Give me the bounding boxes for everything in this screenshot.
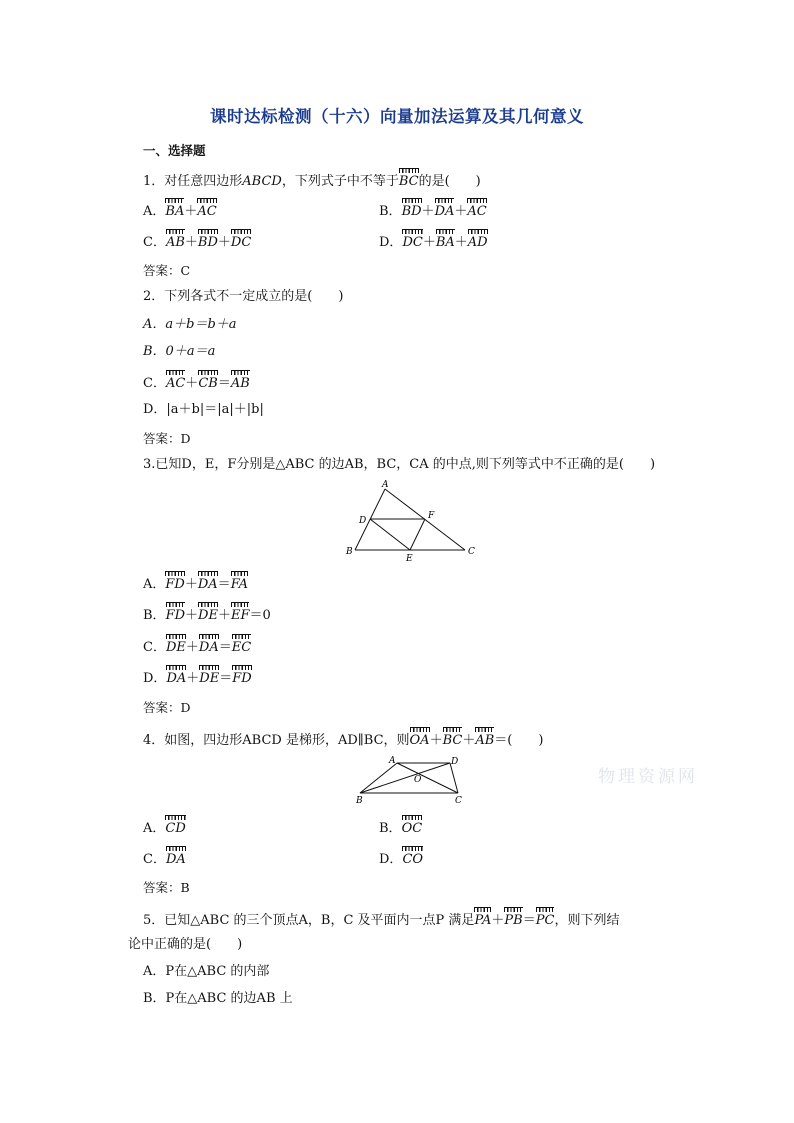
label-c: C [455, 796, 462, 806]
question-3-option-c: C．DE＋DA＝EC [143, 637, 251, 657]
section-heading: 一、选择题 [143, 143, 206, 158]
question-5-option-a: A．P在△ABC 的内部 [143, 964, 270, 979]
question-4-option-b: B．OC [379, 818, 422, 838]
question-4-option-c: C．DA [143, 849, 186, 869]
question-4-stem: 4．如图，四边形ABCD 是梯形，AD∥BC，则OA＋BC＋AB＝( ) [143, 730, 543, 750]
page-title: 课时达标检测（十六）向量加法运算及其几何意义 [210, 107, 584, 126]
question-2-option-a: A．a＋b＝b＋a [143, 317, 237, 332]
question-2-option-c: C．AC＋CB＝AB [143, 373, 250, 393]
edge-ab [360, 763, 397, 793]
trapezoid-figure [352, 753, 477, 808]
question-1-answer: 答案：C [143, 263, 191, 278]
label-a: A [389, 756, 396, 766]
question-1-option-a: A．BA＋AC [143, 201, 217, 221]
label-e: E [406, 554, 413, 564]
segment-ef [410, 519, 425, 550]
question-3-option-d: D．DA＋DE＝FD [143, 668, 252, 688]
question-2-answer: 答案：D [143, 431, 191, 446]
label-a: A [382, 480, 389, 490]
label-d: D [451, 757, 459, 767]
edge-dc [450, 763, 458, 793]
question-1-option-d: D．DC＋BA＋AD [379, 232, 488, 252]
label-b: B [356, 796, 363, 806]
question-3-stem: 3.已知D，E，F分别是△ABC 的边AB，BC，CA 的中点,则下列等式中不正确的是( ) [143, 457, 656, 472]
question-2-option-b: B．0＋a＝a [143, 344, 216, 359]
question-1-option-b: B．BD＋DA＋AC [379, 201, 487, 221]
question-4-answer: 答案：B [143, 880, 190, 895]
question-5-option-b: B．P在△ABC 的边AB 上 [143, 991, 293, 1006]
question-2-stem: 2．下列各式不一定成立的是( ) [143, 289, 344, 304]
question-2-option-d: D．|a＋b|＝|a|＋|b| [143, 402, 264, 417]
label-d: D [359, 516, 367, 526]
question-4-option-d: D．CO [379, 849, 423, 869]
question-3-option-a: A．FD＋DA＝FA [143, 574, 248, 594]
triangle-midpoints-figure [340, 478, 490, 566]
question-3-answer: 答案：D [143, 700, 191, 715]
segment-de [370, 519, 410, 550]
label-b: B [346, 547, 353, 557]
diagonal-bd [360, 763, 450, 793]
question-1-option-c: C．AB＋BD＋DC [143, 232, 251, 252]
label-o: O [414, 775, 422, 785]
question-5-stem: 5．已知△ABC 的三个顶点A，B，C 及平面内一点P 满足PA＋PB＝PC，则下列结 [143, 910, 619, 930]
question-5-stem-line-2: 论中正确的是( ) [128, 937, 243, 952]
watermark: 物理资源网 [598, 767, 698, 787]
label-f: F [428, 511, 435, 521]
question-4-option-a: A．CD [143, 818, 186, 838]
question-1-stem: 1．对任意四边形ABCD，下列式子中不等于BC的是( ) [143, 171, 481, 191]
label-c: C [468, 547, 475, 557]
question-3-option-b: B．FD＋DE＋EF＝0 [143, 605, 271, 625]
